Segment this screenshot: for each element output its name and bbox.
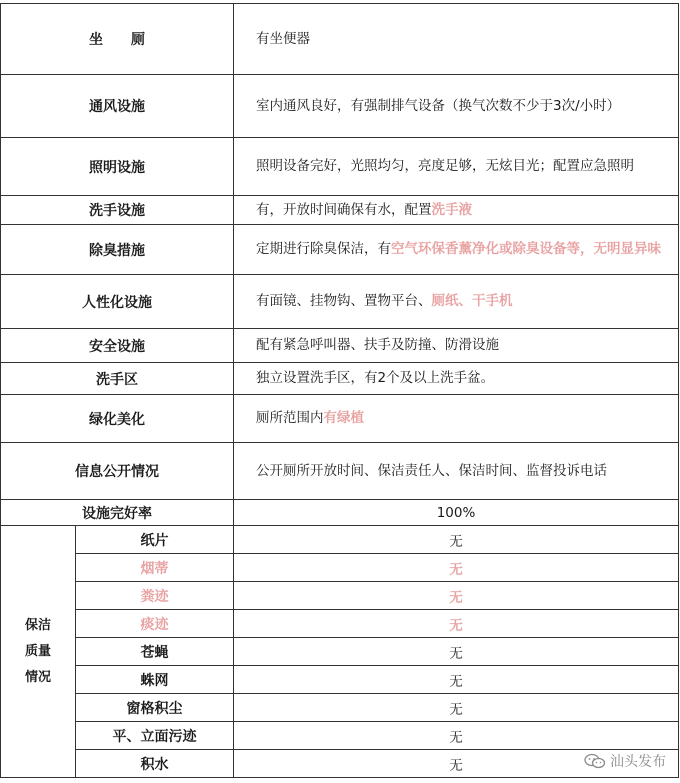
row-label: 除臭措施 — [1, 225, 234, 275]
group-label-line: 质量 — [24, 643, 51, 659]
table-row — [1, 443, 679, 500]
row-value: 照明设备完好，光照均匀，亮度足够，无炫目光；配置应急照明 — [234, 138, 679, 196]
table-row — [1, 694, 679, 722]
standards-table — [0, 3, 679, 778]
cleaning-item-label: 纸片 — [76, 526, 234, 554]
value-text: 厕所范围内 — [256, 410, 324, 426]
row-value — [234, 225, 679, 275]
row-value — [234, 395, 679, 443]
cleaning-item-value: 无 — [234, 638, 679, 666]
value-text: 有，开放时间确保有水，配置 — [256, 201, 432, 218]
row-label: 人性化设施 — [1, 275, 234, 329]
table-row — [1, 750, 679, 778]
highlight-text: 洗手液 — [431, 201, 472, 218]
row-label: 信息公开情况 — [1, 443, 234, 500]
cleaning-item-value: 无 — [234, 582, 679, 610]
cleaning-item-value: 无 — [234, 554, 679, 582]
cleaning-item-value: 无 — [234, 666, 679, 694]
row-value: 有坐便器 — [234, 4, 679, 75]
table-row — [1, 638, 679, 666]
cleaning-item-value: 无 — [234, 610, 679, 638]
row-label: 洗手区 — [1, 363, 234, 395]
row-label: 照明设施 — [1, 138, 234, 196]
highlight-text: 厕纸、干手机 — [431, 293, 513, 309]
table-row — [1, 196, 679, 225]
value-text: 有面镜、挂物钩、置物平台、 — [256, 293, 432, 309]
row-value: 独立设置洗手区，有2个及以上洗手盆。 — [234, 363, 679, 395]
table-row — [1, 329, 679, 363]
table-row — [1, 138, 679, 196]
row-label: 设施完好率 — [1, 500, 234, 526]
table-row — [1, 500, 679, 526]
table-row — [1, 554, 679, 582]
value-text: 定期进行除臭保洁，有 — [256, 241, 391, 257]
highlight-text: 空气环保香薰净化或除臭设备等，无明显异味 — [391, 241, 661, 257]
cleaning-item-label: 粪迹 — [76, 582, 234, 610]
table-row — [1, 4, 679, 75]
row-value — [234, 275, 679, 329]
cleaning-item-label: 窗格积尘 — [76, 694, 234, 722]
table-row — [1, 275, 679, 329]
table-row — [1, 582, 679, 610]
row-value — [234, 196, 679, 225]
table-row — [1, 225, 679, 275]
watermark — [584, 751, 666, 771]
row-value: 配有紧急呼叫器、扶手及防撞、防滑设施 — [234, 329, 679, 363]
group-label-line: 保洁 — [24, 617, 51, 633]
cleaning-item-label: 积水 — [76, 750, 234, 778]
table-row — [1, 75, 679, 138]
cleaning-item-value: 无 — [234, 526, 679, 554]
table-row — [1, 395, 679, 443]
cleaning-item-label: 平、立面污迹 — [76, 722, 234, 750]
row-value: 室内通风良好，有强制排气设备（换气次数不少于3次/小时） — [234, 75, 679, 138]
table-row — [1, 722, 679, 750]
row-label: 绿化美化 — [1, 395, 234, 443]
highlight-text: 有绿植 — [323, 410, 364, 426]
cleaning-item-value: 无 — [234, 694, 679, 722]
group-label-line: 情况 — [24, 669, 51, 685]
table-row — [1, 363, 679, 395]
cleaning-item-label: 苍蝇 — [76, 638, 234, 666]
table-row — [1, 666, 679, 694]
cleaning-item-value: 无 — [234, 750, 679, 778]
cleaning-item-label: 痰迹 — [76, 610, 234, 638]
row-label: 安全设施 — [1, 329, 234, 363]
cleaning-item-value: 无 — [234, 722, 679, 750]
table-row — [1, 610, 679, 638]
cleaning-quality-group-label — [1, 526, 76, 778]
row-value: 100% — [234, 500, 679, 526]
row-label: 坐 厕 — [1, 4, 234, 75]
table-row — [1, 526, 679, 554]
cleaning-item-label: 烟蒂 — [76, 554, 234, 582]
row-label: 洗手设施 — [1, 196, 234, 225]
row-label: 通风设施 — [1, 75, 234, 138]
watermark-text: 汕头发布 — [610, 754, 666, 770]
row-value: 公开厕所开放时间、保洁责任人、保洁时间、监督投诉电话 — [234, 443, 679, 500]
cleaning-item-label: 蛛网 — [76, 666, 234, 694]
wechat-icon — [584, 753, 606, 769]
